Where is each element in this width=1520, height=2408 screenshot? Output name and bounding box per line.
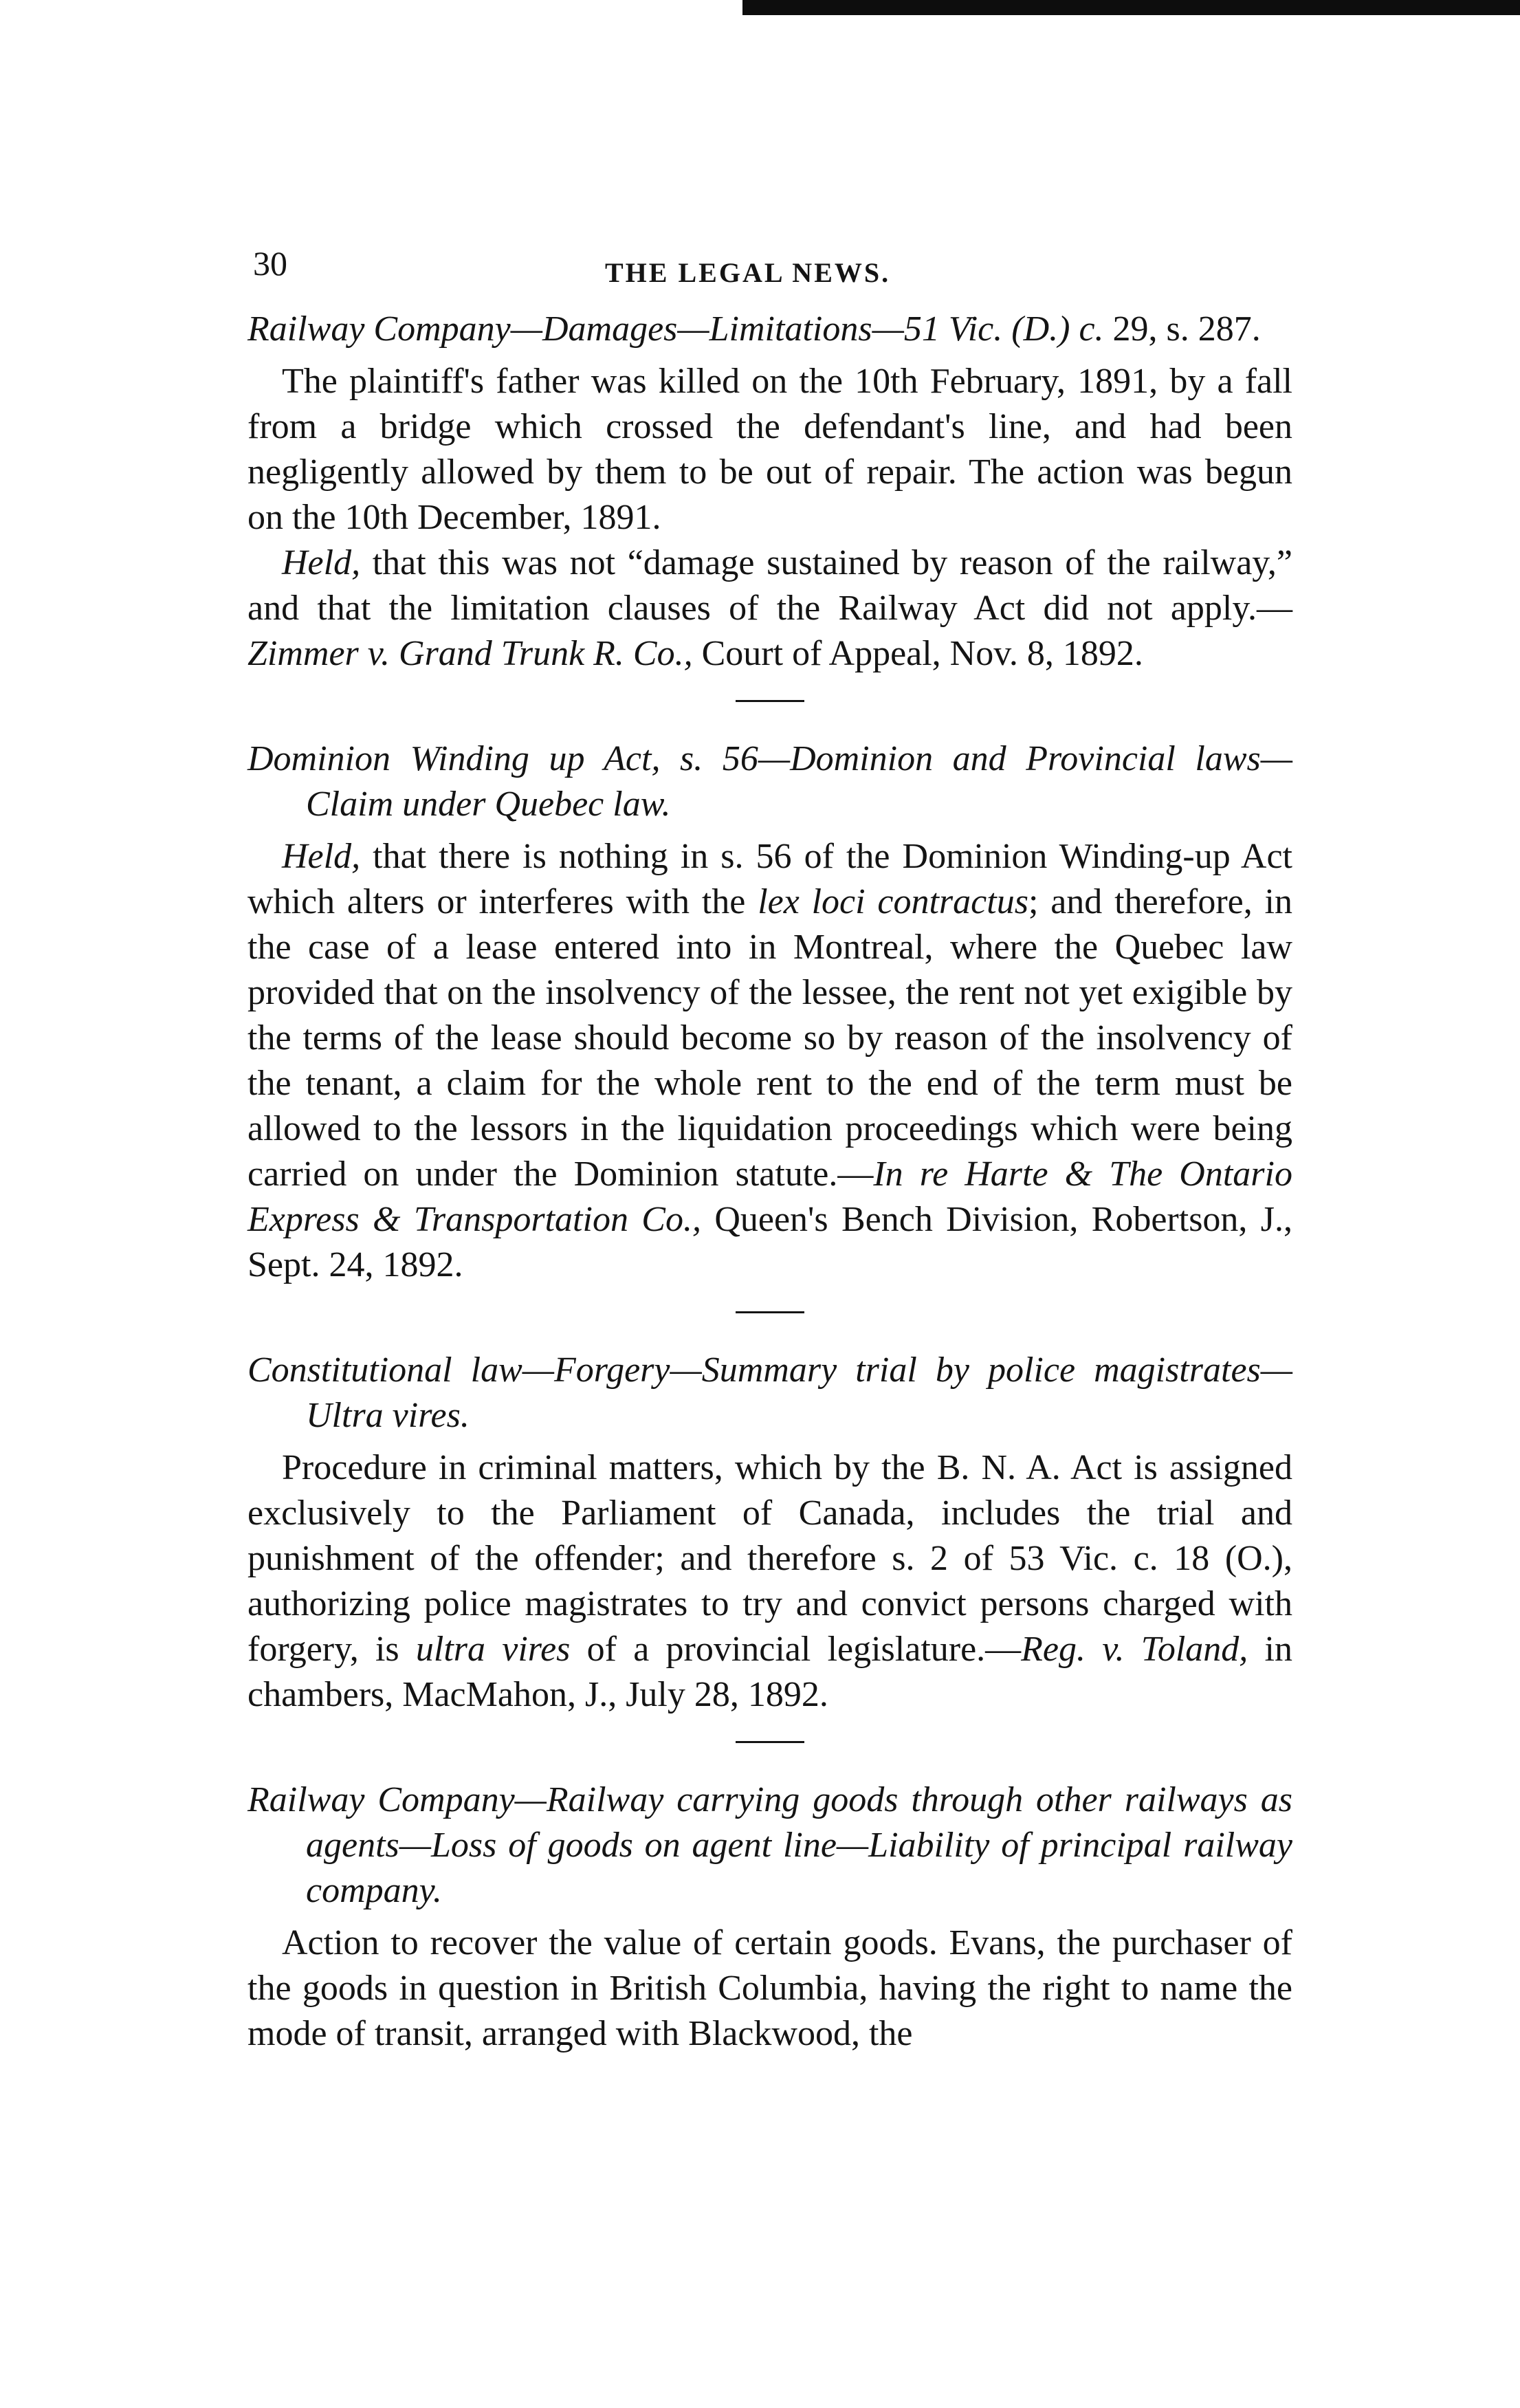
entry-paragraph: Held, that this was not “damage sustained by reason of the railway,” and that the limitation clauses of the Railway Act did not apply.—Zimmer v. Grand Trunk R. Co., Court of Appeal, Nov. 8, 1892. — [247, 543, 1292, 673]
entry-paragraph: Procedure in criminal matters, which by the B. N. A. Act is assigned exclusively to the Parliament of Canada, includes the trial and punishment of the offender; and therefore s. 2 of 53 Vic. c. 18 (O.), authorizing police magistrates to try and convict persons charged with forgery, is ultra vires of a provincial legislature.—Reg. v. Toland, in chambers, MacMahon, J., July 28, 1892. — [247, 1448, 1292, 1714]
page-number: 30 — [253, 244, 287, 283]
page-header — [247, 241, 1292, 303]
digest-entry — [247, 307, 1292, 677]
digest-entry — [247, 1777, 1292, 2057]
top-edge-rule — [742, 0, 1520, 15]
section-divider — [736, 1741, 804, 1743]
entry-heading: Railway Company—Damages—Limitations—51 Vic. (D.) c. 29, s. 287. — [247, 309, 1261, 349]
entry-heading: Constitutional law—Forgery—Summary trial by police magistrates—Ultra vires. — [247, 1350, 1292, 1435]
case-citation: Zimmer v. Grand Trunk R. Co., — [247, 634, 693, 673]
entry-paragraph: Held, that there is nothing in s. 56 of the Dominion Winding-up Act which alters or interferes with the lex loci contractus; and therefore, in the case of a lease entered into in Montreal, where the Quebec law provided that on the insolvency of the lessee, the rent not yet exigible by the terms of the lease should become so by reason of the insolvency of the tenant, a claim for the whole rent to the end of the term must be allowed to the lessors in the liquidation proceedings which were being carried on under the Dominion statute.—In re Harte & The Ontario Express & Transportation Co., Queen's Bench Division, Robertson, J., Sept. 24, 1892. — [247, 837, 1293, 1284]
case-citation: In re Harte & The Ontario Express & Transportation Co., — [247, 1154, 1292, 1239]
running-title: THE LEGAL NEWS. — [605, 257, 891, 288]
section-divider — [736, 700, 804, 702]
section-divider — [736, 1311, 804, 1313]
entry-heading: Railway Company—Railway carrying goods through other railways as agents—Loss of goods on agent line—Liability of principal railway company. — [247, 1780, 1292, 1910]
entry-paragraph: The plaintiff's father was killed on the 10th February, 1891, by a fall from a bridge which crossed the defendant's line, and had been negligently allowed by them to be out of repair. The action was begun on the 10th December, 1891. — [247, 362, 1292, 537]
digest-entry — [247, 1348, 1292, 1718]
entry-paragraph: Action to recover the value of certain goods. Evans, the purchaser of the goods in question in British Columbia, having the right to name the mode of transit, arranged with Blackwood, the — [247, 1923, 1292, 2053]
page-body — [247, 241, 1292, 2057]
case-citation: Reg. v. Toland, — [1021, 1630, 1248, 1669]
entry-heading: Dominion Winding up Act, s. 56—Dominion and Provincial laws—Claim under Quebec law. — [247, 739, 1292, 824]
digest-entry — [247, 736, 1292, 1288]
